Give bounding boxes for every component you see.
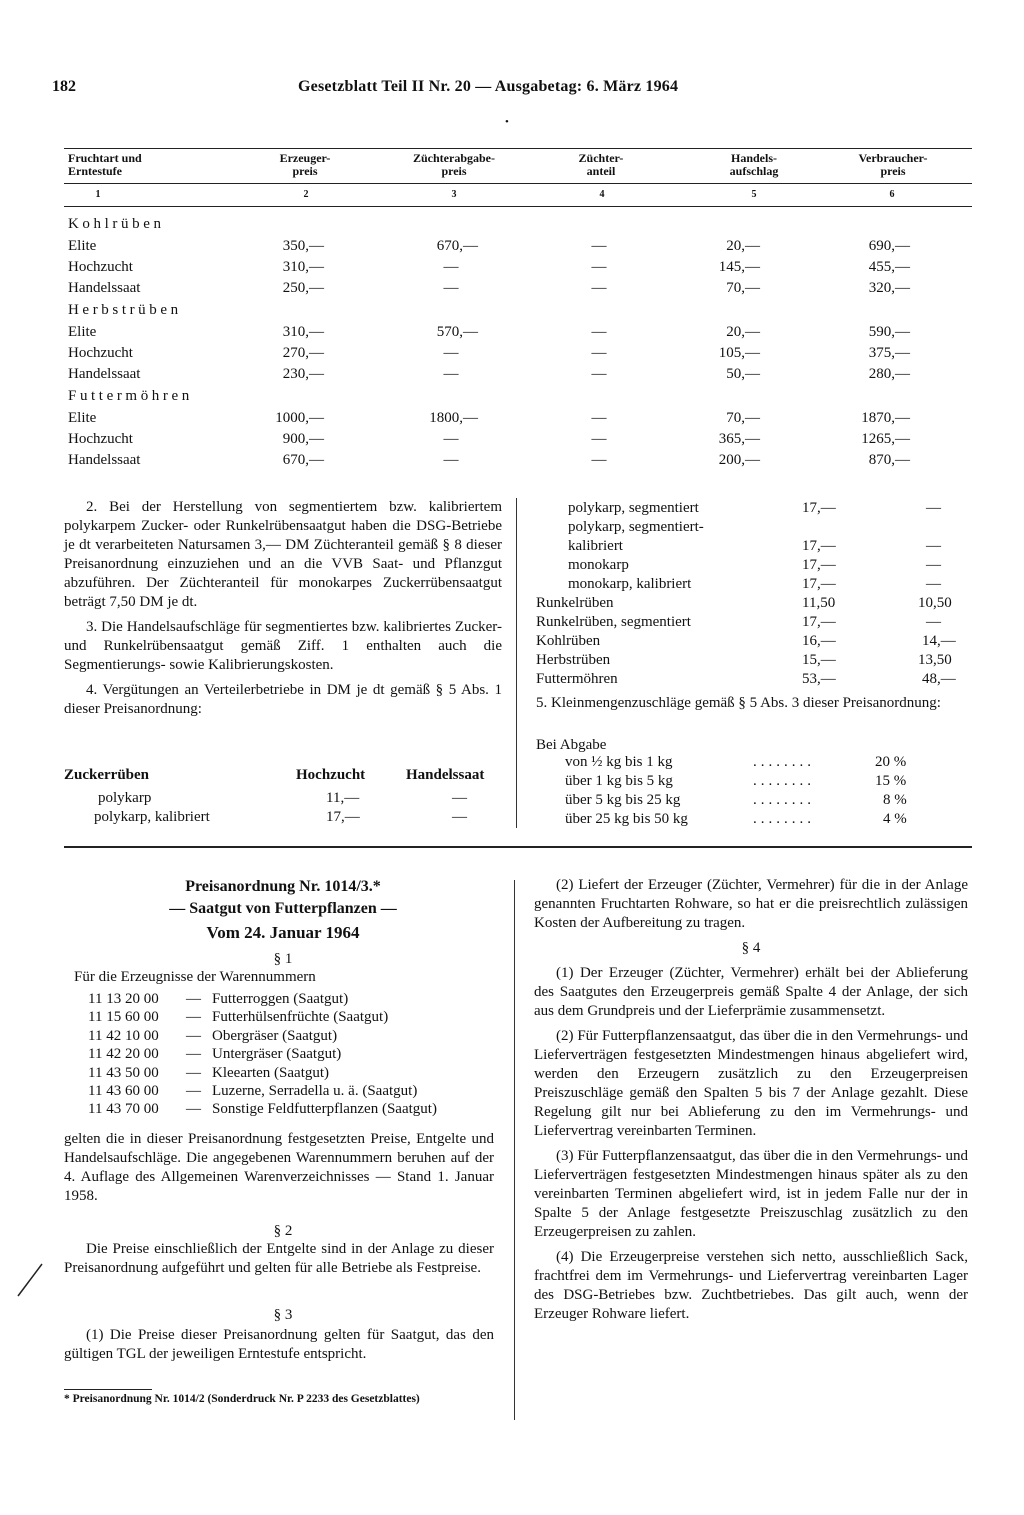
verguetung-header: Zuckerrüben Hochzucht Handelssaat [64, 767, 485, 783]
group-heading: Kohlrüben [68, 216, 165, 232]
table-row: polykarp, kalibriert 17,— — [94, 809, 467, 825]
table-row: Hochzucht 900,— — — 365,— 1265,— [68, 431, 910, 447]
table-row: monokarp, kalibriert 17,— — [568, 576, 941, 592]
section-heading-4: § 4 [741, 940, 761, 956]
col-number: 4 [599, 189, 605, 200]
table-row: von ½ kg bis 1 kg ........ 20 % [565, 754, 907, 770]
table-row: über 5 kg bis 25 kg ........ 8 % [565, 792, 907, 808]
column-divider [516, 498, 517, 828]
section-1-intro: Für die Erzeugnisse der Warennummern [74, 969, 316, 985]
paragraph-5: 5. Kleinmengenzuschläge gemäß § 5 Abs. 3 dieser Preisanordnung: [536, 695, 941, 711]
abgabe-label: Bei Abgabe [536, 737, 607, 753]
decree-subtitle: — Saatgut von Futterpflanzen — [169, 900, 397, 917]
header-mark: • [505, 116, 509, 128]
paragraph-2: 2. Bei der Herstellung von segmentiertem bzw. kalibriertem polykarpem Zucker- oder Runkelrübensaatgut haben die DSG-Betriebe je dt verarbeiteten Natursamen 3,— DM Züchteranteil gemäß § 8 dieser Preisanordnung einzuziehen und an die VVB Saat- und Pflanzgut abzuführen. Der Züchteranteil für monokarpes Zuckerrübensaatgut beträgt 7,50 DM je dt. [64, 499, 502, 610]
table-row: Elite 1000,— 1800,— — 70,— 1870,— [68, 410, 910, 426]
footnote: * Preisanordnung Nr. 1014/2 (Sonderdruck Nr. P 2233 des Gesetzblattes) [64, 1393, 420, 1405]
header-cell-erzeugerpreis: Erzeuger- preis [279, 151, 331, 178]
group-heading: Herbstrüben [68, 302, 182, 318]
section-3-text: (1) Die Preise dieser Preisanordnung gelten für Saatgut, das den gültigen TGL der jeweiligen Erntestufe entspricht. [64, 1327, 494, 1362]
table-row: kalibriert 17,— — [568, 538, 941, 554]
col-number: 3 [451, 189, 457, 200]
header-cell-verbraucherpreis: Verbraucher- preis [858, 151, 928, 178]
group-heading: Futtermöhren [68, 388, 193, 404]
decree-title: Preisanordnung Nr. 1014/3.* [185, 878, 381, 895]
section-heading-1: § 1 [273, 951, 293, 967]
section-4-paragraph-4: (4) Die Erzeugerpreise verstehen sich netto, ausschließlich Sack, frachtfrei dem im Vermehrungs- und Liefervertrag vereinbarten Lager des DSG-Betriebes bzw. Zuchtbetriebes. Das gilt auch, wenn der Erzeuger Rohware liefert. [534, 1249, 968, 1322]
section-heading-2: § 2 [273, 1223, 293, 1239]
table-row: monokarp 17,— — [568, 557, 941, 573]
page-number: 182 [52, 78, 76, 95]
table-row: polykarp, segmentiert- [568, 519, 704, 535]
header-cell-handelsaufschlag: Handels- aufschlag [729, 151, 779, 178]
margin-mark-icon [16, 1262, 44, 1298]
table-row: polykarp 11,— — [98, 790, 467, 806]
verguetung-table [64, 767, 502, 828]
table-row: polykarp, segmentiert 17,— — [568, 500, 941, 516]
table-row: Handelssaat 230,— — — 50,— 280,— [68, 366, 910, 382]
paragraph-4: 4. Vergütungen an Verteilerbetriebe in DM je dt gemäß § 5 Abs. 1 dieser Preisanordnung: [64, 682, 502, 717]
header-cell-zuechteranteil: Züchter- anteil [578, 151, 624, 178]
table-row: Handelssaat 670,— — — 200,— 870,— [68, 452, 910, 468]
paragraph-3: 3. Die Handelsaufschläge für segmentiertes bzw. kalibriertes Zucker- und Runkelrübensaatgut gemäß Ziff. 1 enthalten auch die Segmentierungs- sowie Kalibrierungskosten. [64, 619, 502, 673]
lower-right-column [534, 876, 968, 1330]
table-row: Elite 310,— 570,— — 20,— 590,— [68, 324, 910, 340]
document-page: 182 Gesetzblatt Teil II Nr. 20 — Ausgabetag: 6. März 1964 • Fruchtart und Erntestufe Erzeuger- preis Züchterabgabe- preis Züchter- anteil Handels- aufschlag Verbraucher- preis 1 2 3 4 5 6 Kohlrüben Elite 350,— 670,— — 20,— 690,— Hochzucht 310,— — — 145,— 455,— Handelssaat 250,— — — 70,— 320,— Herbstrüben Elite 310,— 570,— — 20,— 590,— Hochzucht 270,— — — 105,— 375,— Handelssaat 230,— — — 50,— 280,— Futtermöhren Elite 1000,— 1800,— — 70,— 1870,— Hochzucht 900,— — — 365,— 1265,— Handelssaat 670,— — — 200,— 870,— 2. Bei der Herstellung von segmentiertem bzw. kalibriertem polykarpem Zucker- oder Runkelrübensaatgut haben die DSG-Betriebe je dt verarbeiteten Natursamen 3,— DM Züchteranteil gemäß § 8 dieser Preisanordnung einzuziehen und an die VVB Saat- und Pflanzgut abzuführen. Der Züchteranteil für monokarpes Zuckerrübensaatgut beträgt 7,50 DM je dt. 3. Die Handelsaufschläge für segmentiertes bzw. kalibriertes Zucker- und Runkelrübensaatgut gemäß Ziff. 1 enthalten auch die Segmentierungs- sowie Kalibrierungskosten. 4. Vergütungen an Verteilerbetriebe in DM je dt gemäß § 5 Abs. 1 dieser Preisanordnung: Zuckerrüben Hochzucht Handelssaat polykarp 11,— — polykarp, kalibriert 17,— — polykarp, segmentiert 17,— — polykarp, segmentiert- kalibriert 17,— — monokarp 17,— — monokarp, kalibriert 17,— — Runkelrüben 11,50 10,50 Runkelrüben, segmentiert 17,— — Kohlrüben 16,— 14,— Herbstrüben 15,— 13,50 Futtermöhren 53,— 48,— 5. Kleinmengenzuschläge gemäß § 5 Abs. 3 dieser Preisanordnung: Bei Abgabe von ½ kg bis 1 kg ........ 20 % über 1 kg bis 5 kg ........ 15 % über 5 kg bis 25 kg ........ 8 % über 25 kg bis 50 kg ........ 4 % Preisanordnung Nr. 1014/3.* — Saatgut von Futterpflanzen — Vom 24. Januar 1964 § 1 Für die Erzeugnisse der Warennummern 11 13 20 00 — Futterroggen (Saatgut) 11 15 60 00 — Futterhülsenfrüchte (Saatgut) 11 42 10 00 — Obergräser (Saatgut) 11 42 20 00 — Untergräser (Saatgut) 11 43 50 00 — Kleearten (Saatgut) 11 43 60 00 — Luzerne, Serradella u. ä. (Saatgut) 11 43 70 00 — Sonstige Feldfutterpflanzen (Saatgut) gelten die in dieser Preisanordnung festgesetzten Preise, Entgelte und Handelsaufschläge. Die angegebenen Warennummern beruhen auf der 4. Auflage des Allgemeinen Warenverzeichnisses — Stand 1. Januar 1958. § 2 Die Preise einschließlich der Entgelte sind in der Anlage zu dieser Preisanordnung aufgeführt und gelten für alle Betriebe als Festpreise. § 3 (1) Die Preise dieser Preisanordnung gelten für Saatgut, das den gültigen TGL der jeweiligen Erntestufe entspricht. * Preisanordnung Nr. 1014/2 (Sonderdruck Nr. P 2233 des Gesetzblattes) (2) Liefert der Erzeuger (Züchter, Vermehrer) für die in der Anlage genannten Fruchtarten Rohware, so hat er die preisrechtlich zulässigen Kosten der Aufbereitung zu tragen. § 4 (1) Der Erzeuger (Züchter, Vermehrer) erhält bei der Ablieferung des Saatgutes den Erzeugerpreis gemäß Spalte 4 der Anlage, der sich aus dem Grundpreis und der Lieferprämie zusammensetzt. (2) Für Futterpflanzensaatgut, das über die in den Vermehrungs- und Lieferverträgen festgesetzten Mindestmengen hinaus abgeliefert wird, werden den Erzeugern zusätzlich zu den Erzeugerpreisen Preiszuschläge gemäß den Spalten 5 bis 7 der Anlage gezahlt. Diese Regelung gilt nur bei Ablieferung zu den im Vermehrungs- und Liefervertrag vereinbarten Terminen. (3) Für Futterpflanzensaatgut, das über die in den Vermehrungs- und Lieferverträgen festgesetzten Mindestmengen hinaus später als zu den vereinbarten Terminen abgeliefert wird, ist in jedem Falle nur der in Spalte 5 der Anlage festgesetzte Preiszuschlag zusätzlich zu den Erzeugerpreisen zu zahlen. (4) Die Erzeugerpreise verstehen sich netto, ausschließlich Sack, frachtfrei dem im Vermehrungs- und Liefervertrag vereinbarten Lager des DSG-Betriebes bzw. Zuchtbetriebes. Das gilt auch, wenn der Erzeuger Rohware liefert. [0, 0, 1024, 1515]
decree-date: Vom 24. Januar 1964 [206, 923, 360, 942]
header-cell-zuechterabgabepreis: Züchterabgabe- preis [413, 151, 495, 178]
section-rule [64, 846, 972, 848]
column-divider [514, 880, 515, 1420]
table-row: über 25 kg bis 50 kg ........ 4 % [565, 811, 907, 827]
col-number: 1 [95, 189, 101, 200]
table-row: Handelssaat 250,— — — 70,— 320,— [68, 280, 910, 296]
price-table [64, 148, 972, 473]
header-cell-fruchtart: Fruchtart und Erntestufe [68, 151, 142, 178]
table-header-row [64, 149, 972, 183]
table-row: Runkelrüben 11,50 10,50 [536, 595, 952, 611]
section-2-text: Die Preise einschließlich der Entgelte sind in der Anlage zu dieser Preisanordnung aufgeführt und gelten für alle Betriebe als Festpreise. [64, 1241, 494, 1276]
column-number-row [64, 184, 972, 206]
table-row: Kohlrüben 16,— 14,— [536, 633, 956, 649]
table-row: über 1 kg bis 5 kg ........ 15 % [565, 773, 907, 789]
section-4-paragraph-1: (1) Der Erzeuger (Züchter, Vermehrer) erhält bei der Ablieferung des Saatgutes den Erzeugerpreis gemäß Spalte 4 der Anlage, der sich aus dem Grundpreis und der Lieferprämie zusammensetzt. [534, 965, 968, 1019]
section-3-paragraph-2: (2) Liefert der Erzeuger (Züchter, Vermehrer) für die in der Anlage genannten Fruchtarten Rohware, so hat er die preisrechtlich zulässigen Kosten der Aufbereitung zu tragen. [534, 877, 968, 931]
section-4-paragraph-3: (3) Für Futterpflanzensaatgut, das über die in den Vermehrungs- und Lieferverträgen festgesetzten Mindestmengen hinaus später als zu den vereinbarten Terminen abgeliefert wird, ist in jedem Falle nur der in Spalte 5 der Anlage festgesetzte Preiszuschlag zusätzlich zu den Erzeugerpreisen zu zahlen. [534, 1148, 968, 1240]
section-1-text: gelten die in dieser Preisanordnung festgesetzten Preise, Entgelte und Handelsaufschläge. Die angegebenen Warennummern beruhen auf der 4. Auflage des Allgemeinen Warenverzeichnisses — Stand 1. Januar 1958. [64, 1131, 494, 1204]
col-number: 5 [751, 189, 757, 200]
col-number: 2 [303, 189, 309, 200]
table-row: Herbstrüben 15,— 13,50 [536, 652, 952, 668]
table-row: Futtermöhren 53,— 48,— [536, 671, 956, 687]
table-row: Runkelrüben, segmentiert 17,— — [536, 614, 941, 630]
table-row: Elite 350,— 670,— — 20,— 690,— [68, 238, 910, 254]
section-heading-3: § 3 [273, 1307, 293, 1323]
footnote-rule [64, 1389, 152, 1390]
upper-left-column [64, 498, 502, 725]
table-row: Hochzucht 310,— — — 145,— 455,— [68, 259, 910, 275]
kleinmengen-table [565, 754, 971, 830]
table-row: Hochzucht 270,— — — 105,— 375,— [68, 345, 910, 361]
col-number: 6 [889, 189, 895, 200]
verguetung-table-continued [536, 500, 972, 690]
section-4-paragraph-2: (2) Für Futterpflanzensaatgut, das über die in den Vermehrungs- und Lieferverträgen festgesetzten Mindestmengen hinaus abgeliefert wird, werden den Erzeugern zusätzlich zu den Erzeugerpreisen Preiszuschläge gemäß den Spalten 5 bis 7 der Anlage gezahlt. Diese Regelung gilt nur bei Ablieferung zu den im Vermehrungs- und Liefervertrag vereinbarten Terminen. [534, 1028, 968, 1139]
gazette-header: Gesetzblatt Teil II Nr. 20 — Ausgabetag: 6. März 1964 [298, 78, 679, 95]
